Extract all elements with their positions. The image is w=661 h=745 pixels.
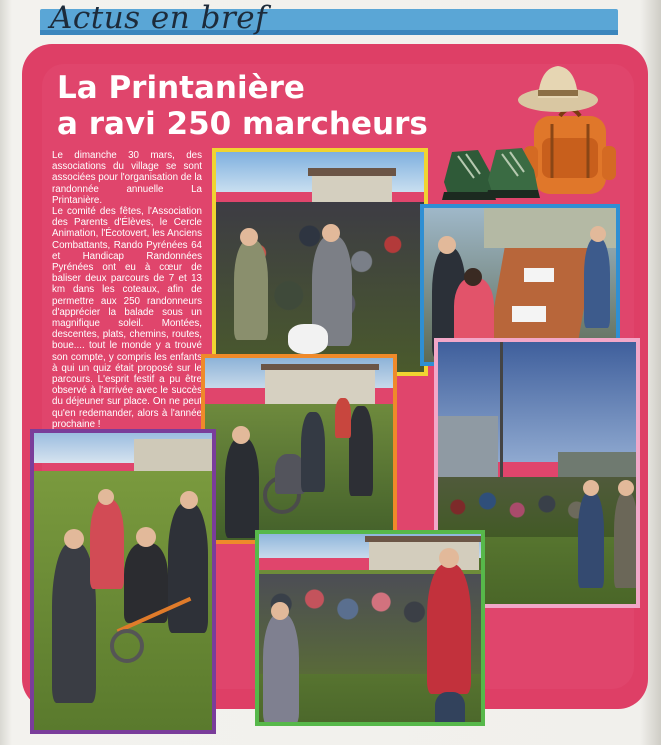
photo-crowd-start bbox=[212, 148, 428, 376]
article-title-line1: La Printanière bbox=[57, 70, 305, 106]
article-paragraph-2: Le comité des fêtes, l'Association des Parents d'Élèves, le Cercle Animation, l'Écotovert, les Anciens Combattants, Rando Pyrénées 64 et Handicap Randonnées Pyrénées ont eu à cœur de baliser deux parcours de 7 et 13 km dans les coteaux, afin de permettre aux 250 randonneurs d'apprécier la balade sous un magnifique soleil. Montées, descentes, plats, chemins, routes, boue.... tout le monde y a trouvé son compte, y compris les enfants à qui un quiz était proposé sur le parcours. L'esprit festif a pu être observé à l'arrivée avec le succès du déjeuner sur place. On ne peut qu'en redemander, alors à l'année prochaine ! bbox=[52, 206, 202, 430]
photo-group-field bbox=[255, 530, 485, 726]
sun-hat-icon bbox=[516, 60, 600, 120]
article-title-line2: a ravi 250 marcheurs bbox=[57, 106, 428, 142]
article-title bbox=[57, 70, 437, 142]
article-paragraph-1: Le dimanche 30 mars, des associations du village se sont associées pour l'organisation de la randonnée annuelle La Printanière. bbox=[52, 150, 203, 206]
section-title: Actus en bref bbox=[50, 0, 268, 36]
article-body bbox=[52, 150, 202, 430]
photo-joelette-group bbox=[30, 429, 216, 734]
photo-joelette-walk bbox=[201, 354, 397, 544]
hiking-boots-icon bbox=[438, 142, 544, 206]
